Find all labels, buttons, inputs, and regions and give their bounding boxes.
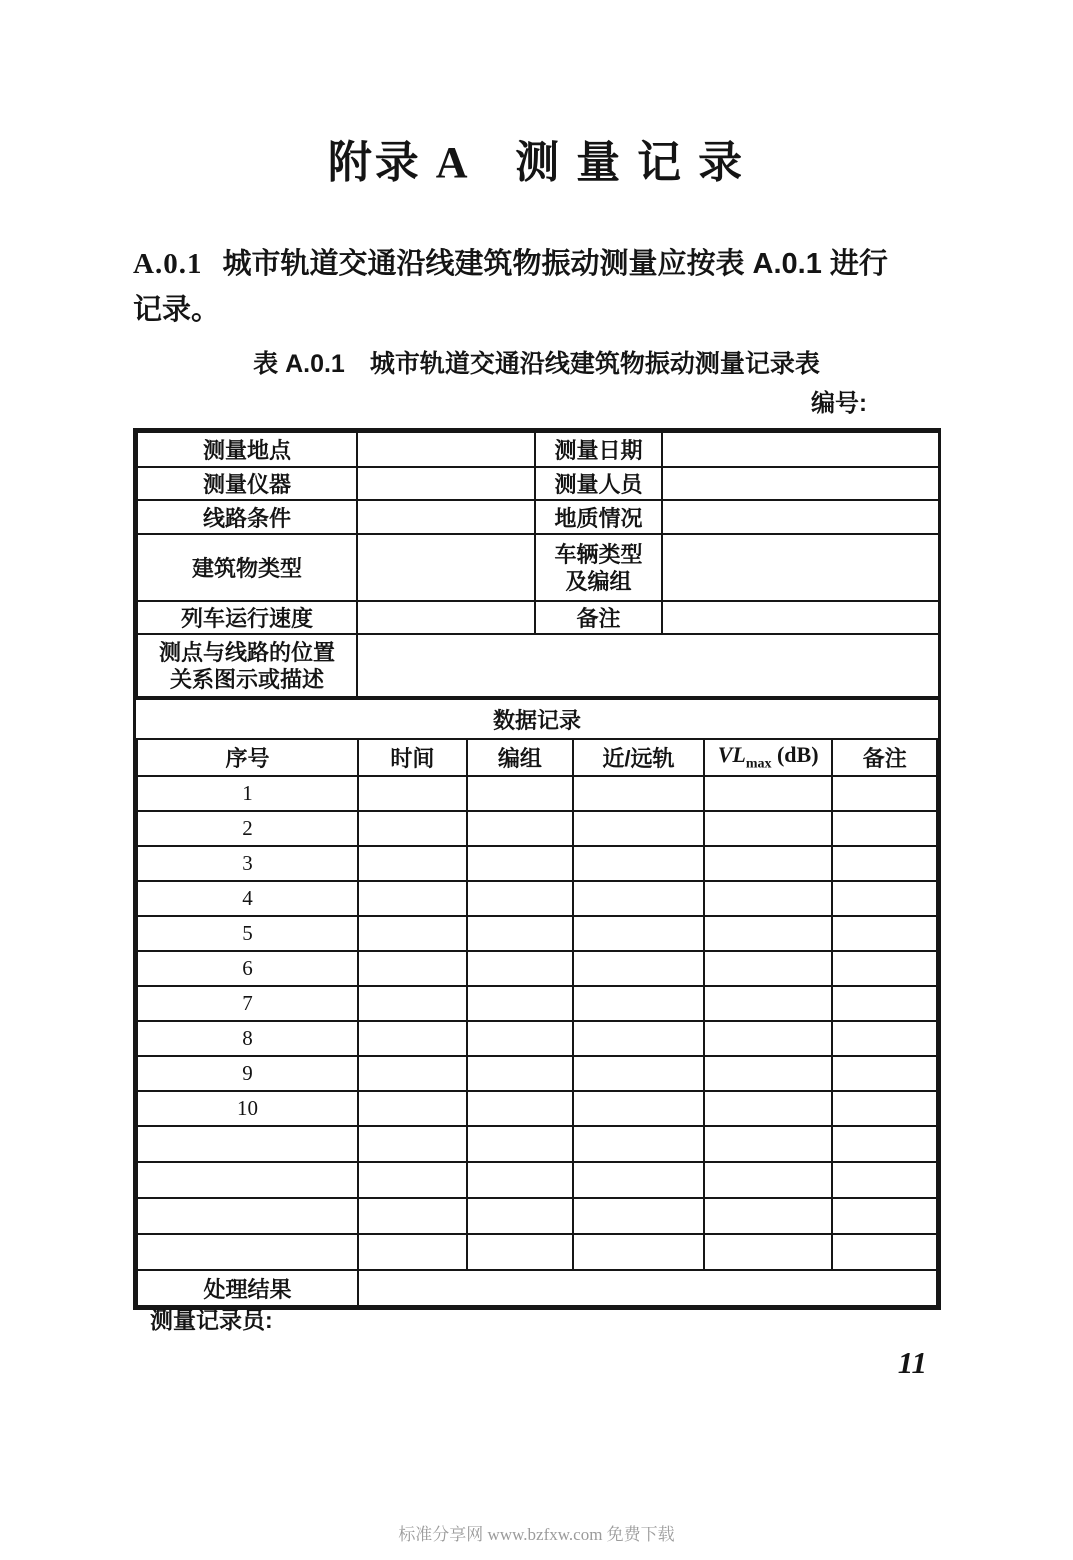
info-row [137,467,939,500]
cell-remark [832,881,937,916]
value-building-type [357,534,535,601]
data-row [137,1091,937,1126]
cell-remark [832,986,937,1021]
info-row [137,500,939,534]
cell-blank [358,1234,467,1270]
footer-watermark: 标准分享网 www.bzfxw.com 免费下载 [398,1525,675,1544]
info-row [137,601,939,634]
cell-track [573,916,704,951]
clause-line2: 记录。 [133,294,221,326]
label-measure-location: 测量地点 [137,432,357,467]
cell-time [358,951,467,986]
value-geology [662,500,939,534]
cell-vlmax [704,846,833,881]
value-vehicle-type [662,534,939,601]
cell-blank [467,1162,574,1198]
label-processing-result: 处理结果 [137,1270,358,1306]
cell-time [358,811,467,846]
row-number: 4 [137,881,358,916]
cell-formation [467,1021,574,1056]
row-number: 5 [137,916,358,951]
data-row [137,916,937,951]
cell-formation [467,811,574,846]
cell-blank [573,1198,704,1234]
cell-remark [832,1056,937,1091]
cell-formation [467,916,574,951]
data-row-blank [137,1162,937,1198]
info-table [136,431,940,698]
data-row-blank [137,1126,937,1162]
cell-vlmax [704,951,833,986]
cell-time [358,881,467,916]
cell-blank [467,1126,574,1162]
label-vehicle-type-line2: 及编组 [565,568,632,594]
label-point-line-relation-line2: 关系图示或描述 [169,666,324,692]
data-row [137,811,937,846]
cell-track [573,846,704,881]
page-number: 11 [897,1345,927,1380]
data-row [137,881,937,916]
row-number: 8 [137,1021,358,1056]
cell-track [573,881,704,916]
info-row [137,432,939,467]
cell-time [358,916,467,951]
data-row-blank [137,1234,937,1270]
data-row [137,1056,937,1091]
row-number: 3 [137,846,358,881]
label-building-type: 建筑物类型 [137,534,357,601]
cell-track [573,1091,704,1126]
data-table [136,738,938,1307]
cell-time [358,776,467,811]
cell-blank [573,1162,704,1198]
value-measure-location [357,432,535,467]
value-processing-result [358,1270,937,1306]
value-personnel [662,467,939,500]
row-number: 7 [137,986,358,1021]
cell-vlmax [704,1091,833,1126]
header-serial: 序号 [137,739,358,776]
vl-unit: (dB) [776,742,819,768]
label-personnel: 测量人员 [535,467,662,500]
header-formation: 编组 [467,739,574,776]
value-train-speed [357,601,535,634]
cell-vlmax [704,881,833,916]
data-record-section-title: 数据记录 [136,698,938,738]
cell-vlmax [704,811,833,846]
cell-blank [704,1234,833,1270]
result-row [137,1270,937,1306]
cell-remark [832,776,937,811]
label-instrument: 测量仪器 [137,467,357,500]
row-number: 1 [137,776,358,811]
cell-vlmax [704,776,833,811]
vl-subscript: max [745,756,772,772]
cell-blank [573,1126,704,1162]
cell-blank [137,1234,358,1270]
row-number: 2 [137,811,358,846]
cell-formation [467,951,574,986]
data-row [137,951,937,986]
value-point-line-relation [357,634,939,697]
cell-track [573,1056,704,1091]
row-number: 6 [137,951,358,986]
header-vlmax-db [704,739,833,776]
cell-track [573,1021,704,1056]
header-near-far-track: 近/远轨 [573,739,704,776]
info-row [137,534,939,601]
cell-blank [137,1126,358,1162]
data-row [137,986,937,1021]
cell-formation [467,881,574,916]
cell-formation [467,1056,574,1091]
data-header-row [137,739,937,776]
header-time: 时间 [358,739,467,776]
clause-line1 [133,241,955,287]
cell-blank [467,1198,574,1234]
cell-remark [832,846,937,881]
cell-remark [832,916,937,951]
cell-track [573,951,704,986]
clause-number: A.0.1 [133,248,203,280]
cell-time [358,846,467,881]
value-measure-date [662,432,939,467]
row-number: 10 [137,1091,358,1126]
label-point-line-relation-line1: 测点与线路的位置 [158,639,335,665]
cell-remark [832,1021,937,1056]
cell-blank [358,1198,467,1234]
measurement-record-table [133,428,941,1310]
cell-blank [573,1234,704,1270]
cell-blank [358,1162,467,1198]
data-row [137,846,937,881]
label-line-condition: 线路条件 [137,500,357,534]
cell-track [573,986,704,1021]
cell-formation [467,986,574,1021]
cell-blank [704,1198,833,1234]
label-train-speed: 列车运行速度 [137,601,357,634]
cell-blank [832,1126,937,1162]
cell-blank [704,1126,833,1162]
info-row [137,634,939,697]
value-instrument [357,467,535,500]
cell-remark [832,811,937,846]
cell-time [358,986,467,1021]
cell-vlmax [704,1021,833,1056]
cell-blank [832,1162,937,1198]
value-remark [662,601,939,634]
cell-blank [832,1198,937,1234]
cell-vlmax [704,986,833,1021]
value-line-condition [357,500,535,534]
data-row-blank [137,1198,937,1234]
clause-text: 城市轨道交通沿线建筑物振动测量应按表 A.0.1 进行 [222,248,888,280]
cell-vlmax [704,1056,833,1091]
cell-blank [137,1198,358,1234]
row-number: 9 [137,1056,358,1091]
table-caption: 表 A.0.1 城市轨道交通沿线建筑物振动测量记录表 [253,350,820,378]
clause-a01 [133,241,955,333]
page-title: 附录 A 测 量 记 录 [327,138,746,187]
label-geology: 地质情况 [535,500,662,534]
cell-remark [832,951,937,986]
cell-track [573,776,704,811]
cell-blank [467,1234,574,1270]
cell-time [358,1021,467,1056]
data-row [137,776,937,811]
cell-formation [467,846,574,881]
cell-blank [137,1162,358,1198]
label-point-line-relation [137,634,357,697]
cell-blank [704,1162,833,1198]
cell-blank [358,1126,467,1162]
recorder-label: 测量记录员: [150,1307,273,1333]
vl-symbol: VL [717,742,746,768]
label-vehicle-type [535,534,662,601]
cell-vlmax [704,916,833,951]
cell-formation [467,776,574,811]
cell-time [358,1091,467,1126]
label-vehicle-type-line1: 车辆类型 [554,541,643,567]
cell-remark [832,1091,937,1126]
cell-track [573,811,704,846]
serial-number-label: 编号: [811,390,867,417]
data-row [137,1021,937,1056]
cell-blank [832,1234,937,1270]
label-measure-date: 测量日期 [535,432,662,467]
cell-formation [467,1091,574,1126]
header-remark: 备注 [832,739,937,776]
label-remark: 备注 [535,601,662,634]
cell-time [358,1056,467,1091]
